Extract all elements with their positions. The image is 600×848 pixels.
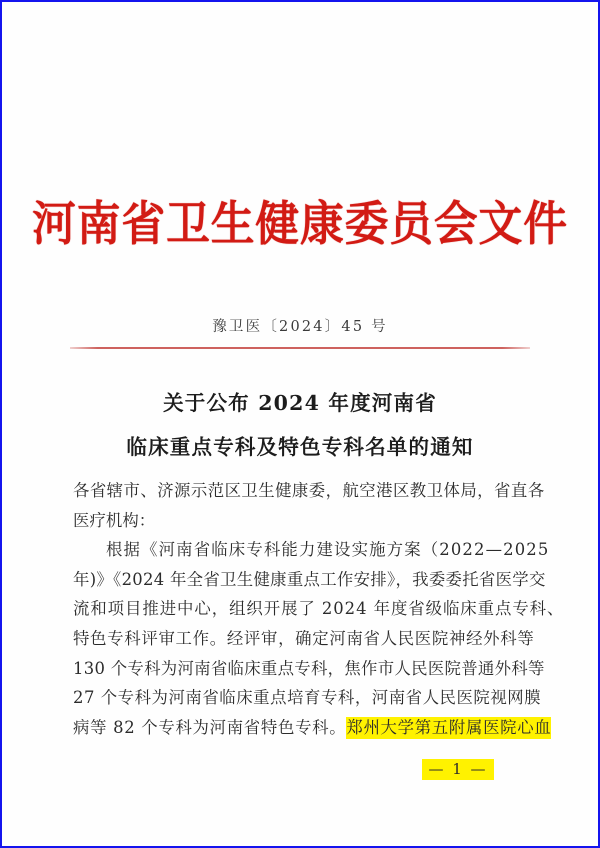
salutation-line-2: 医疗机构： <box>73 510 156 530</box>
page-sheet <box>2 2 598 846</box>
document-body <box>73 476 565 742</box>
document-title-line-2: 临床重点专科及特色专科名单的通知 <box>126 435 474 459</box>
highlighted-hospital-name: 郑州大学第五附属医院心血 <box>346 717 552 737</box>
document-title <box>2 386 598 460</box>
page-number <box>2 759 598 780</box>
document-serial-number: 豫卫医〔2024〕45 号 <box>212 319 388 335</box>
body-line-6: 27 个专科为河南省临床重点培育专科，河南省人民医院视网膜 <box>73 688 542 708</box>
masthead-title: 河南省卫生健康委员会文件 <box>32 197 568 252</box>
page-number-value: — 1 — <box>422 759 493 780</box>
body-line-4: 特色专科评审工作。经评审，确定河南省人民医院神经外科等 <box>73 628 535 648</box>
body-line-3: 流和项目推进中心，组织开展了 2024 年度省级临床重点专科、 <box>73 599 565 619</box>
masthead <box>2 198 598 252</box>
document-title-line-1: 关于公布 2024 年度河南省 <box>163 391 437 415</box>
body-line-1: 根据《河南省临床专科能力建设实施方案（2022—2025 <box>106 540 550 560</box>
red-divider-rule <box>70 347 530 349</box>
body-line-5: 130 个专科为河南省临床重点专科，焦作市人民医院普通外科等 <box>73 658 545 678</box>
body-line-7 <box>73 713 552 743</box>
body-line-2: 年)》《2024 年全省卫生健康重点工作安排》，我委委托省医学交 <box>73 569 546 589</box>
salutation-line-1: 各省辖市、济源示范区卫生健康委，航空港区教卫体局，省直各 <box>73 481 545 500</box>
body-line-7-plain-text: 病等 82 个专科为河南省特色专科。 <box>73 717 347 737</box>
